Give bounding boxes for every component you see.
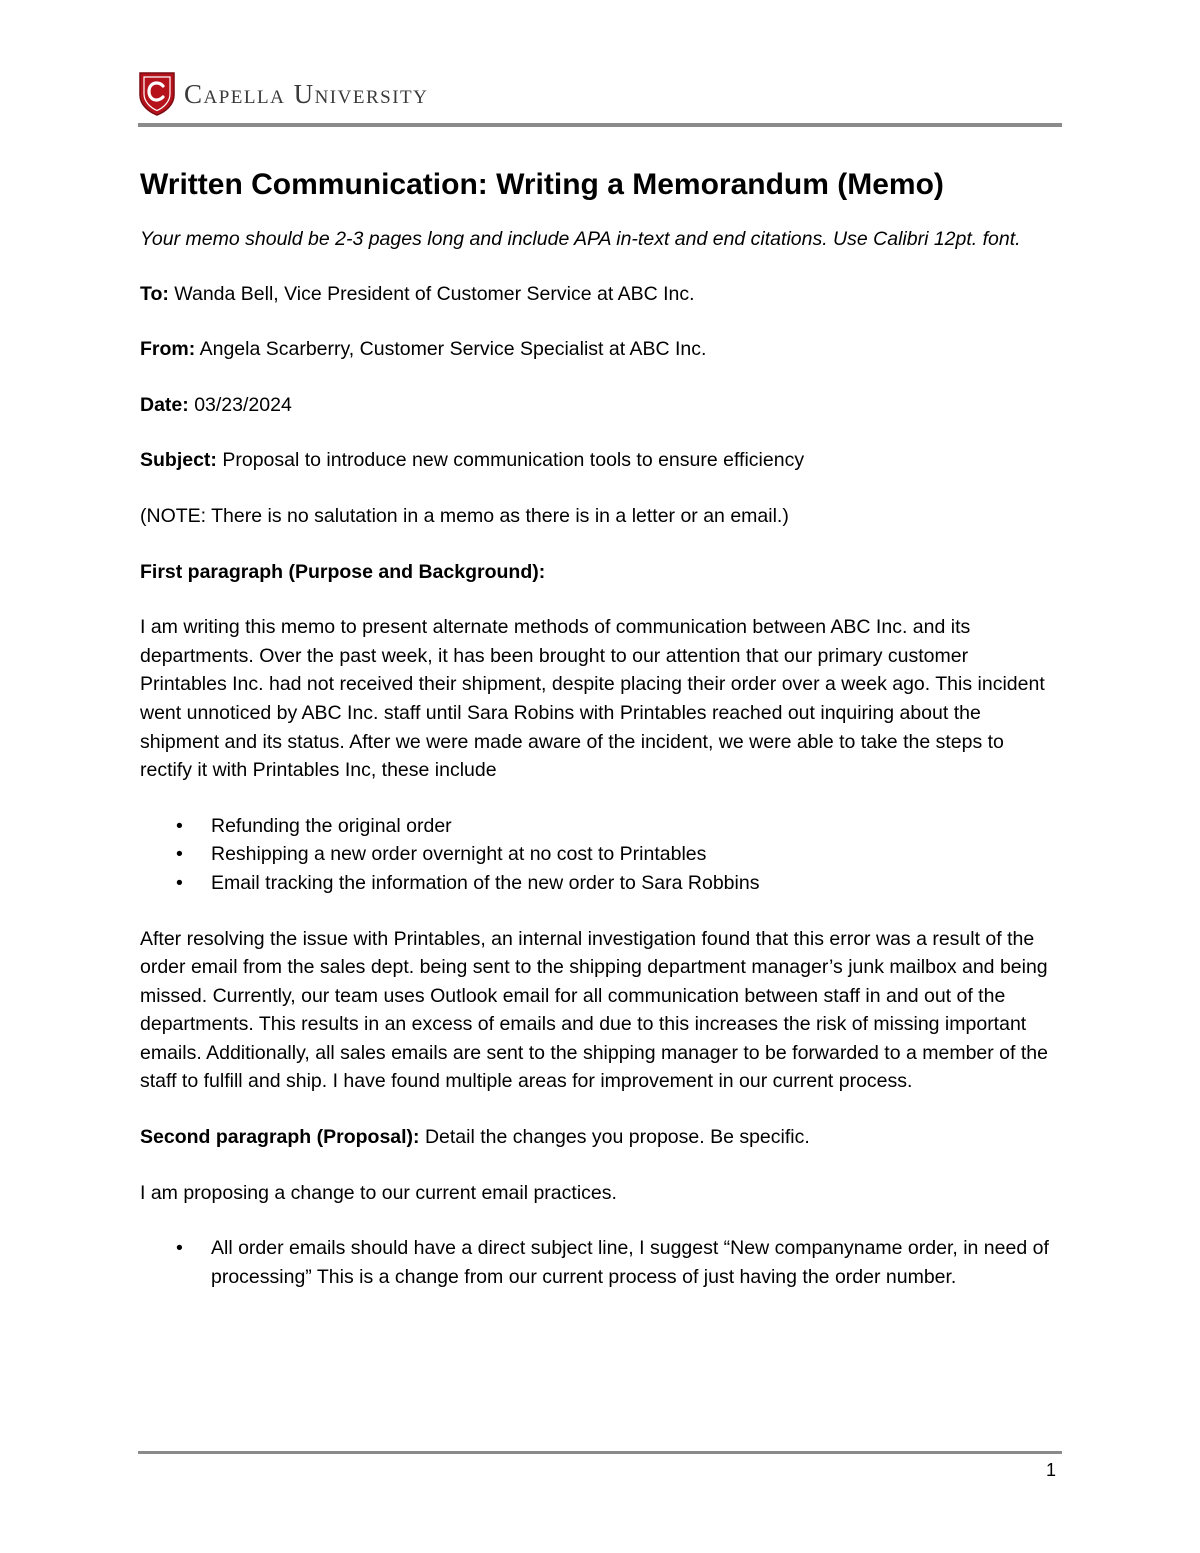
capella-logo xyxy=(138,70,428,118)
list-item: • Email tracking the information of the new order to Sara Robbins xyxy=(140,869,1060,898)
list-item: • All order emails should have a direct subject line, I suggest “New companyname order, in need of processing” This is a change from our current process of just having the order number. xyxy=(140,1234,1060,1291)
shield-c-icon xyxy=(138,71,176,117)
to-value: Wanda Bell, Vice President of Customer Service at ABC Inc. xyxy=(174,282,695,305)
list-item: • Reshipping a new order overnight at no cost to Printables xyxy=(140,840,1060,869)
page-title: Written Communication: Writing a Memorandum (Memo) xyxy=(140,168,944,201)
subject-value: Proposal to introduce new communication tools to ensure efficiency xyxy=(222,449,805,472)
from-label: From: xyxy=(140,338,196,361)
footer-rule xyxy=(138,1451,1062,1454)
instructions: Your memo should be 2-3 pages long and include APA in-text and end citations. Use Calibri 12pt. font. xyxy=(140,228,1021,250)
page-number: 1 xyxy=(1046,1460,1057,1480)
bullet-icon: • xyxy=(176,1237,183,1260)
memo-date xyxy=(140,391,1060,420)
paragraph-investigation: After resolving the issue with Printables, an internal investigation found that this error was a result of the order email from the sales dept. being sent to the shipping department manager’s junk mailbox and being missed. Currently, our team uses Outlook email for all communication between staff in and out of the departments. This results in an excess of emails and due to this increases the risk of missing important emails. Additionally, all sales emails are sent to the shipping manager to be forwarded to a member of the staff to fulfill and ship. I have found multiple areas for improvement in our current process. xyxy=(140,927,1048,1093)
document-body xyxy=(140,165,1060,1318)
memo-from xyxy=(140,335,1060,364)
subject-label: Subject: xyxy=(140,449,217,472)
second-paragraph-heading: Second paragraph (Proposal): Detail the changes you propose. Be specific. xyxy=(140,1126,810,1149)
header-rule xyxy=(138,123,1062,127)
list-item: • Refunding the original order xyxy=(140,812,1060,841)
to-label: To: xyxy=(140,282,169,305)
bullet-icon: • xyxy=(176,814,183,837)
proposal-list xyxy=(140,1234,1060,1291)
note-text: (NOTE: There is no salutation in a memo as there is in a letter or an email.) xyxy=(140,504,789,527)
memo-to xyxy=(140,280,1060,309)
resolution-list xyxy=(140,812,1060,898)
memo-subject xyxy=(140,446,1060,475)
paragraph-proposal: I am proposing a change to our current email practices. xyxy=(140,1181,617,1204)
bullet-icon: • xyxy=(176,871,183,894)
bullet-icon: • xyxy=(176,843,183,866)
date-label: Date: xyxy=(140,393,189,416)
first-paragraph-heading: First paragraph (Purpose and Background): xyxy=(140,560,546,583)
from-value: Angela Scarberry, Customer Service Specialist at ABC Inc. xyxy=(199,338,707,361)
paragraph-purpose: I am writing this memo to present alternate methods of communication between ABC Inc. and its departments. Over the past week, it has been brought to our attention that our primary customer Printables Inc. had not received their shipment, despite placing their order over a week ago. This incident went unnoticed by ABC Inc. staff until Sara Robins with Printables reached out inquiring about the shipment and its status. After we were made aware of the incident, we were able to take the steps to rectify it with Printables Inc, these include xyxy=(140,616,1045,782)
date-value: 03/23/2024 xyxy=(194,393,292,416)
logo-text: Capella University xyxy=(184,78,429,109)
